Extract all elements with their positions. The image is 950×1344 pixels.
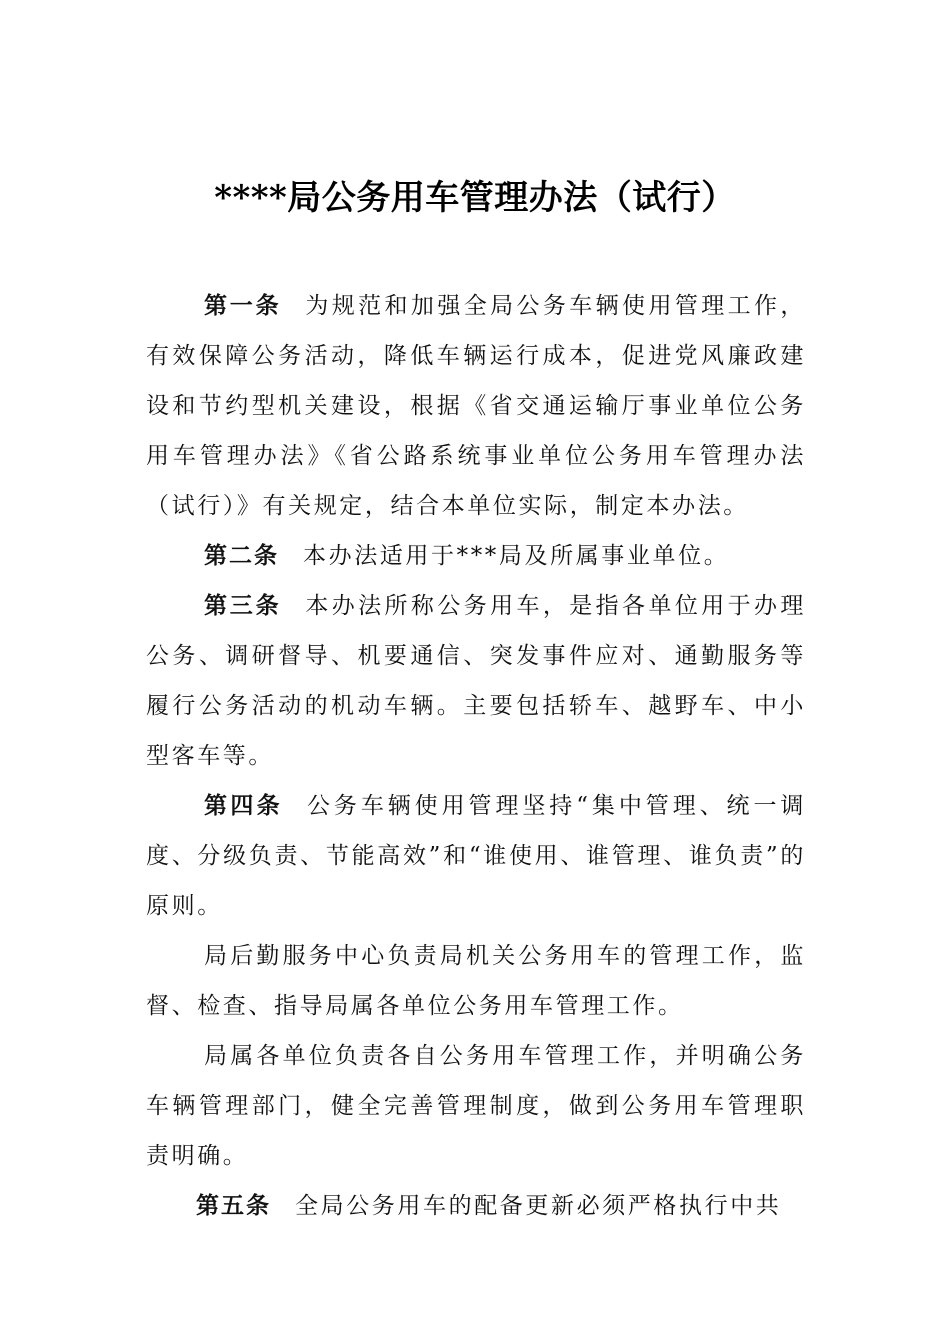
article-text: 为规范和加强全局公务车辆使用管理工作，有效保障公务活动，降低车辆运行成本，促进党风廉政建设和节约型机关建设，根据《省交通运输厅事业单位公务用车管理办法》《省公路系统事业单位公务用车管理办法（试行）》有关规定，结合本单位实际，制定本办法。 — [146, 293, 806, 519]
article-2 — [146, 531, 806, 581]
article-text: 本办法适用于***局及所属事业单位。 — [303, 543, 730, 569]
article-label: 第三条 — [204, 592, 282, 619]
article-4-clause-2 — [146, 931, 806, 1031]
article-label: 第四条 — [204, 792, 283, 819]
article-text: 本办法所称公务用车，是指各单位用于办理公务、调研督导、机要通信、突发事件应对、通勤服务等履行公务活动的机动车辆。主要包括轿车、越野车、中小型客车等。 — [146, 593, 806, 769]
article-5 — [146, 1181, 806, 1231]
article-text: 公务车辆使用管理坚持“集中管理、统一调度、分级负责、节能高效”和“谁使用、谁管理、谁负责”的原则。 — [146, 793, 806, 919]
article-4-clause-3 — [146, 1031, 806, 1181]
article-label: 第二条 — [204, 542, 279, 569]
paragraph-text: 局后勤服务中心负责局机关公务用车的管理工作，监督、检查、指导局属各单位公务用车管理工作。 — [146, 943, 806, 1019]
article-4 — [146, 781, 806, 931]
document-title: ****局公务用车管理办法（试行） — [214, 178, 736, 218]
article-label: 第一条 — [204, 292, 282, 319]
article-1 — [146, 281, 806, 531]
document-body — [146, 281, 806, 1231]
article-3 — [146, 581, 806, 781]
article-text: 全局公务用车的配备更新必须严格执行中共 — [295, 1193, 782, 1219]
article-label: 第五条 — [196, 1192, 271, 1219]
paragraph-text: 局属各单位负责各自公务用车管理工作，并明确公务车辆管理部门，健全完善管理制度，做到公务用车管理职责明确。 — [146, 1043, 806, 1169]
